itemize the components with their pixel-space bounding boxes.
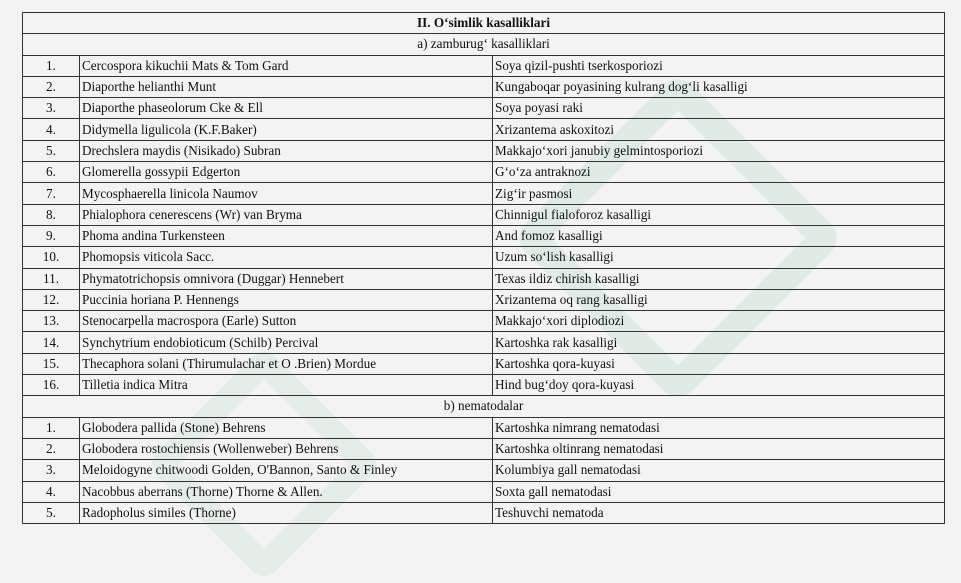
table-row <box>23 183 945 204</box>
row-number: 6. <box>23 162 80 183</box>
row-number: 5. <box>23 502 80 523</box>
row-number: 5. <box>23 140 80 161</box>
table-body <box>23 13 945 524</box>
table-row <box>23 55 945 76</box>
row-number: 3. <box>23 98 80 119</box>
row-number: 8. <box>23 204 80 225</box>
pathogen-name: Didymella ligulicola (K.F.Baker) <box>80 119 493 140</box>
pathogen-name: Phymatotrichopsis omnivora (Duggar) Hennebert <box>80 268 493 289</box>
section-heading-row <box>23 34 945 55</box>
table-row <box>23 311 945 332</box>
table-row <box>23 140 945 161</box>
pathogen-name: Diaporthe phaseolorum Cke & Ell <box>80 98 493 119</box>
table-row <box>23 481 945 502</box>
row-number: 1. <box>23 55 80 76</box>
table-row <box>23 438 945 459</box>
disease-name: Kartoshka oltinrang nematodasi <box>493 438 945 459</box>
row-number: 1. <box>23 417 80 438</box>
table-row <box>23 502 945 523</box>
pathogen-name: Diaporthe helianthi Munt <box>80 76 493 97</box>
disease-name: Soya qizil-pushti tserkosporiozi <box>493 55 945 76</box>
row-number: 10. <box>23 247 80 268</box>
disease-name: Texas ildiz chirish kasalligi <box>493 268 945 289</box>
table-row <box>23 98 945 119</box>
disease-name: Xrizantema oq rang kasalligi <box>493 289 945 310</box>
pathogen-name: Meloidogyne chitwoodi Golden, O'Bannon, Santo & Finley <box>80 460 493 481</box>
section-heading-row <box>23 396 945 417</box>
section-heading: b) nematodalar <box>23 396 945 417</box>
table-row <box>23 204 945 225</box>
pathogen-name: Tilletia indica Mitra <box>80 375 493 396</box>
disease-name: Makkajo‘xori diplodiozi <box>493 311 945 332</box>
disease-name: Kungaboqar poyasining kulrang dog‘li kasalligi <box>493 76 945 97</box>
table-row <box>23 460 945 481</box>
disease-name: Kartoshka nimrang nematodasi <box>493 417 945 438</box>
table-row <box>23 247 945 268</box>
pathogen-name: Radopholus similes (Thorne) <box>80 502 493 523</box>
pathogen-name: Mycosphaerella linicola Naumov <box>80 183 493 204</box>
table-row <box>23 162 945 183</box>
row-number: 11. <box>23 268 80 289</box>
table-row <box>23 332 945 353</box>
table-title-row <box>23 13 945 34</box>
disease-name: Zig‘ir pasmosi <box>493 183 945 204</box>
row-number: 7. <box>23 183 80 204</box>
pathogen-name: Drechslera maydis (Nisikado) Subran <box>80 140 493 161</box>
row-number: 14. <box>23 332 80 353</box>
disease-name: G‘o‘za antraknozi <box>493 162 945 183</box>
disease-name: Kartoshka rak kasalligi <box>493 332 945 353</box>
pathogen-name: Glomerella gossypii Edgerton <box>80 162 493 183</box>
table-row <box>23 225 945 246</box>
pathogen-name: Thecaphora solani (Thirumulachar et O .Brien) Mordue <box>80 353 493 374</box>
row-number: 15. <box>23 353 80 374</box>
disease-name: And fomoz kasalligi <box>493 225 945 246</box>
disease-name: Kartoshka qora-kuyasi <box>493 353 945 374</box>
pathogen-name: Phoma andina Turkensteen <box>80 225 493 246</box>
disease-name: Hind bug‘doy qora-kuyasi <box>493 375 945 396</box>
disease-name: Soxta gall nematodasi <box>493 481 945 502</box>
row-number: 4. <box>23 119 80 140</box>
row-number: 12. <box>23 289 80 310</box>
row-number: 4. <box>23 481 80 502</box>
table-row <box>23 375 945 396</box>
pathogen-name: Nacobbus aberrans (Thorne) Thorne & Allen. <box>80 481 493 502</box>
table-row <box>23 353 945 374</box>
table-row <box>23 417 945 438</box>
disease-name: Teshuvchi nematoda <box>493 502 945 523</box>
table-row <box>23 119 945 140</box>
disease-name: Xrizantema askoxitozi <box>493 119 945 140</box>
disease-name: Makkajo‘xori janubiy gelmintosporiozi <box>493 140 945 161</box>
pathogen-name: Synchytrium endobioticum (Schilb) Percival <box>80 332 493 353</box>
table-row <box>23 268 945 289</box>
pathogen-name: Globodera rostochiensis (Wollenweber) Behrens <box>80 438 493 459</box>
disease-name: Soya poyasi raki <box>493 98 945 119</box>
disease-name: Uzum so‘lish kasalligi <box>493 247 945 268</box>
row-number: 13. <box>23 311 80 332</box>
pathogen-name: Phomopsis viticola Sacc. <box>80 247 493 268</box>
row-number: 3. <box>23 460 80 481</box>
table-row <box>23 76 945 97</box>
plant-diseases-table <box>22 12 945 524</box>
pathogen-name: Globodera pallida (Stone) Behrens <box>80 417 493 438</box>
row-number: 16. <box>23 375 80 396</box>
pathogen-name: Cercospora kikuchii Mats & Tom Gard <box>80 55 493 76</box>
table-row <box>23 289 945 310</box>
pathogen-name: Puccinia horiana P. Hennengs <box>80 289 493 310</box>
row-number: 2. <box>23 76 80 97</box>
row-number: 9. <box>23 225 80 246</box>
pathogen-name: Phialophora cenerescens (Wr) van Bryma <box>80 204 493 225</box>
section-heading: a) zamburug‘ kasalliklari <box>23 34 945 55</box>
pathogen-name: Stenocarpella macrospora (Earle) Sutton <box>80 311 493 332</box>
disease-name: Kolumbiya gall nematodasi <box>493 460 945 481</box>
row-number: 2. <box>23 438 80 459</box>
disease-name: Chinnigul fialoforoz kasalligi <box>493 204 945 225</box>
table-title: II. O‘simlik kasalliklari <box>23 13 945 34</box>
